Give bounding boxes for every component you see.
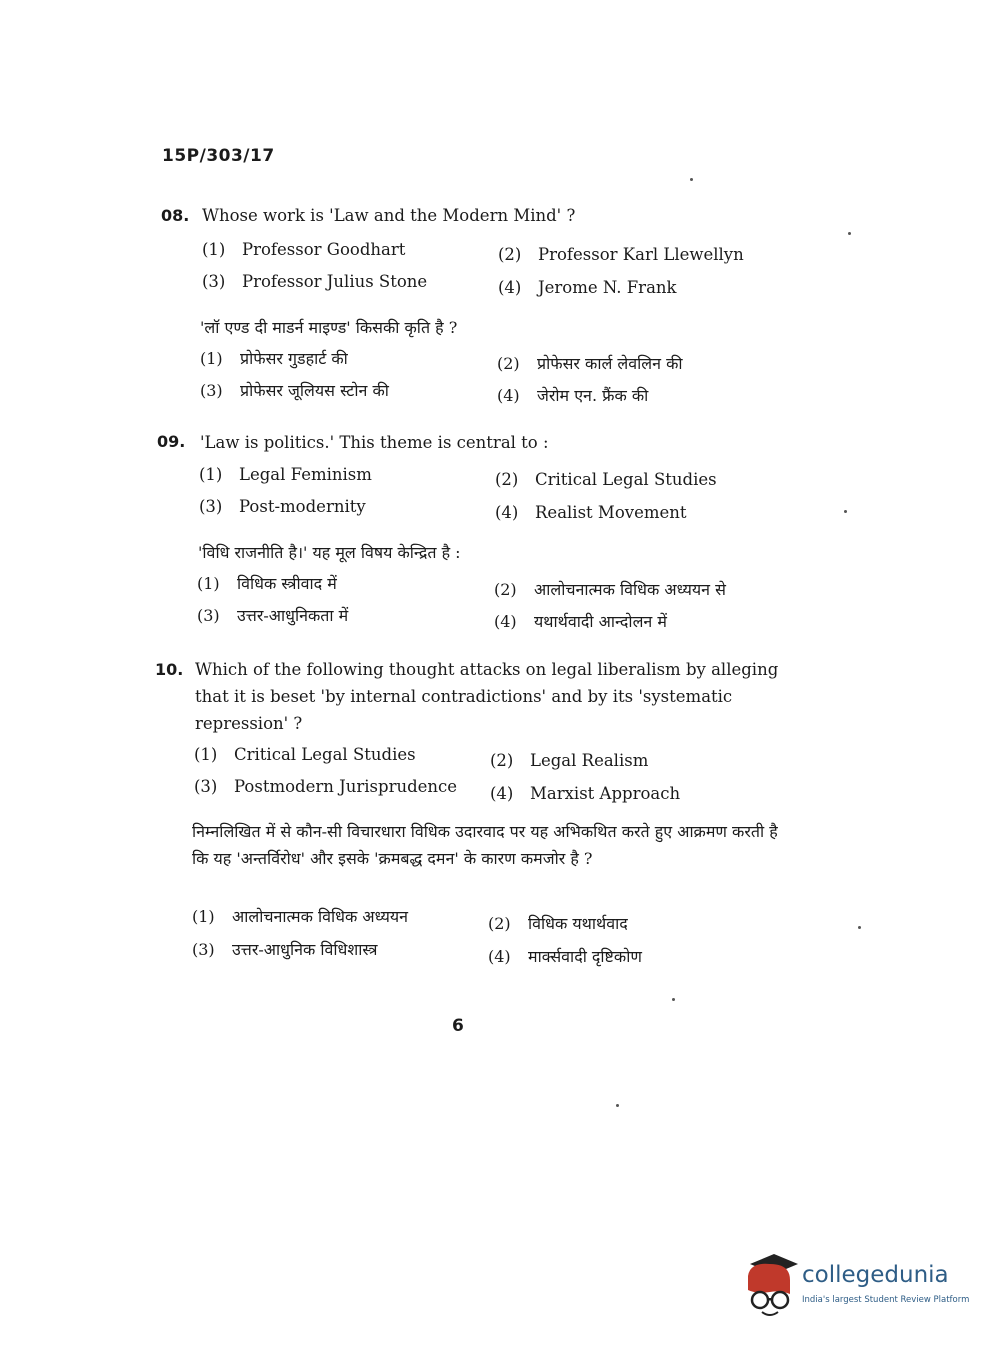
- scan-speck: [616, 1104, 619, 1107]
- option-3-en: (3) Post-modernity: [199, 497, 366, 516]
- question-text-en: Which of the following thought attacks on legal liberalism by alleging that it is beset 'by internal contradictions' and by its 'systematic repression' ?: [195, 660, 779, 733]
- option-2-en: (2) Professor Karl Llewellyn: [498, 245, 744, 264]
- option-2-hi: (2) विधिक यथार्थवाद: [488, 914, 628, 933]
- option-2-hi: (2) प्रोफेसर कार्ल लेवलिन की: [497, 354, 683, 373]
- option-1-hi: (1) विधिक स्त्रीवाद में: [197, 574, 337, 593]
- paper-code: 15P/303/17: [162, 146, 275, 166]
- option-2-hi: (2) आलोचनात्मक विधिक अध्ययन से: [494, 580, 726, 599]
- option-2-en: (2) Legal Realism: [490, 751, 649, 770]
- option-3-hi: (3) उत्तर-आधुनिक विधिशास्त्र: [192, 940, 378, 959]
- question-number: 09.: [157, 432, 186, 451]
- question-number: 10.: [155, 660, 184, 679]
- option-4-en: (4) Realist Movement: [495, 503, 687, 522]
- scan-speck: [690, 178, 693, 181]
- collegedunia-logo: [740, 1250, 970, 1320]
- option-3-hi: (3) प्रोफेसर जूलियस स्टोन की: [200, 381, 389, 400]
- option-4-en: (4) Marxist Approach: [490, 784, 681, 803]
- question-text-hi: 'लॉ एण्ड दी माडर्न माइण्ड' किसकी कृति है ?: [200, 318, 458, 337]
- logo-tagline: India's largest Student Review Platform: [802, 1295, 970, 1305]
- option-3-en: (3) Professor Julius Stone: [202, 272, 428, 291]
- option-1-en: (1) Professor Goodhart: [202, 240, 406, 259]
- option-3-hi: (3) उत्तर-आधुनिकता में: [197, 606, 349, 625]
- question-number: 08.: [161, 206, 190, 225]
- scan-speck: [858, 926, 861, 929]
- question-text-en: 'Law is politics.' This theme is central to :: [200, 433, 549, 452]
- option-4-en: (4) Jerome N. Frank: [498, 278, 677, 297]
- scan-speck: [848, 232, 851, 235]
- option-4-hi: (4) जेरोम एन. फ्रैंक की: [497, 386, 649, 405]
- option-3-en: (3) Postmodern Jurisprudence: [194, 777, 458, 796]
- option-1-en: (1) Legal Feminism: [199, 465, 372, 484]
- page-number: 6: [452, 1016, 464, 1036]
- option-1-hi: (1) प्रोफेसर गुडहार्ट की: [200, 349, 348, 368]
- option-2-en: (2) Critical Legal Studies: [495, 470, 717, 489]
- student-mascot-icon: [740, 1250, 800, 1320]
- scan-speck: [672, 998, 675, 1001]
- question-text-hi: निम्नलिखित में से कौन-सी विचारधारा विधिक उदारवाद पर यह अभिकथित करते हुए आक्रमण करती है कि यह 'अन्तर्विरोध' और इसके 'क्रमबद्ध दमन' के कारण कमजोर है ?: [192, 822, 778, 868]
- question-text-hi: 'विधि राजनीति है।' यह मूल विषय केन्द्रित है :: [198, 543, 461, 562]
- option-4-hi: (4) मार्क्सवादी दृष्टिकोण: [488, 947, 642, 966]
- logo-wordmark: collegedunia: [802, 1262, 949, 1288]
- option-1-hi: (1) आलोचनात्मक विधिक अध्ययन: [192, 907, 409, 926]
- question-text-en: Whose work is 'Law and the Modern Mind' ?: [202, 206, 576, 225]
- option-1-en: (1) Critical Legal Studies: [194, 745, 416, 764]
- option-4-hi: (4) यथार्थवादी आन्दोलन में: [494, 612, 667, 631]
- scan-speck: [844, 510, 847, 513]
